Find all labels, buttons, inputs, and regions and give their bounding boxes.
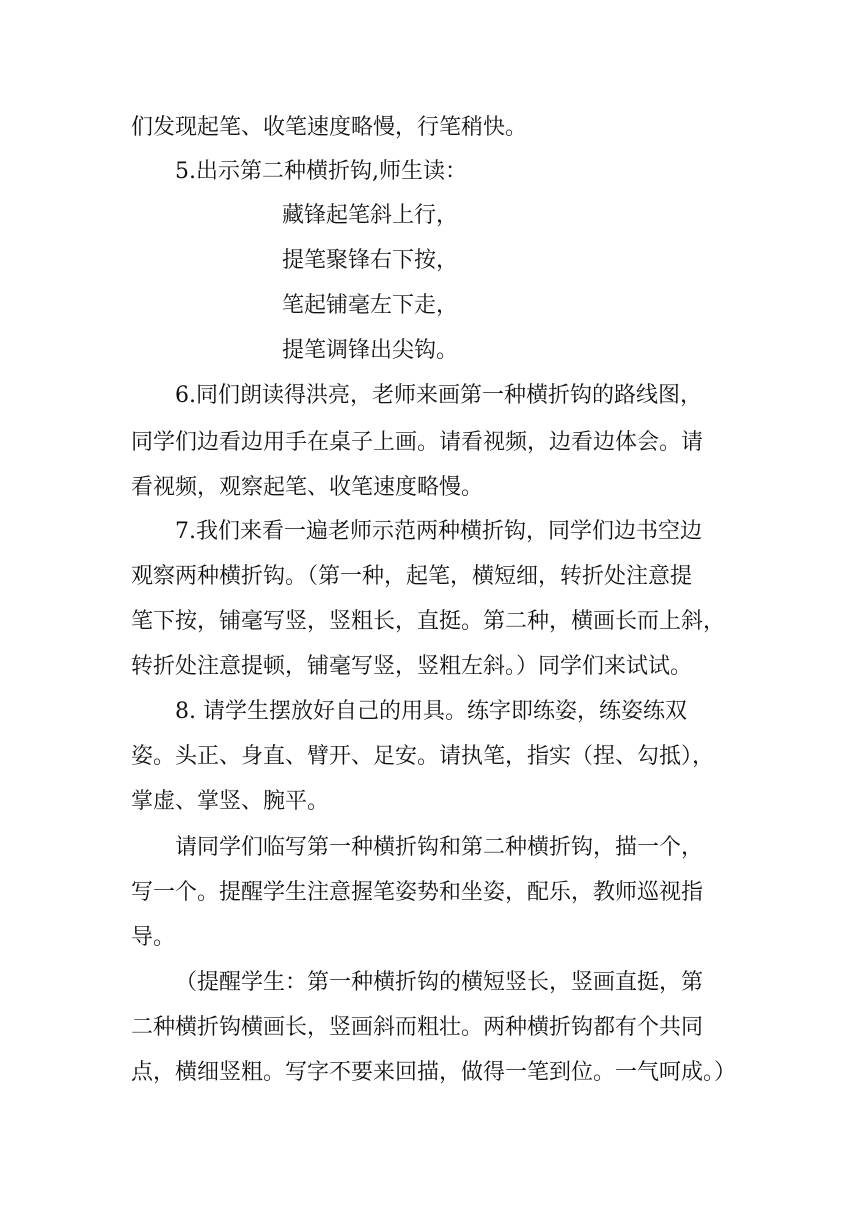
text-line: 6.同们朗读得洪亮，老师来画第一种横折钩的路线图， bbox=[175, 383, 702, 408]
text-line: 二种横折钩横画长，竖画斜而粗壮。两种横折钩都有个共同 bbox=[131, 1015, 704, 1040]
text-line: 姿。头正、身直、臂开、足安。请执笔，指实（捏、勾抵）， bbox=[131, 744, 715, 769]
text-line: 提笔调锋出尖钩。 bbox=[282, 338, 459, 363]
text-line: 藏锋起笔斜上行， bbox=[282, 203, 459, 228]
text-line: 笔起铺毫左下走， bbox=[282, 293, 459, 318]
text-line: （提醒学生：第一种横折钩的横短竖长，竖画直挺，第 bbox=[175, 970, 704, 995]
text-line: 8. 请学生摆放好自己的用具。练字即练姿，练姿练双 bbox=[175, 699, 687, 724]
text-line: 笔下按，铺毫写竖，竖粗长，直挺。第二种，横画长而上斜， bbox=[131, 609, 726, 634]
text-line: 5.出示第二种横折钩,师生读： bbox=[175, 159, 467, 184]
text-line: 提笔聚锋右下按， bbox=[282, 248, 459, 273]
text-line: 掌虚、掌竖、腕平。 bbox=[131, 789, 330, 814]
text-line: 7.我们来看一遍老师示范两种横折钩，同学们边书空边 bbox=[175, 519, 702, 544]
text-line: 点，横细竖粗。写字不要来回描，做得一笔到位。一气呵成。） bbox=[131, 1060, 737, 1085]
text-line: 写一个。提醒学生注意握笔姿势和坐姿，配乐，教师巡视指 bbox=[131, 880, 704, 905]
text-line: 转折处注意提顿，铺毫写竖，竖粗左斜。）同学们来试试。 bbox=[131, 654, 693, 679]
text-line: 同学们边看边用手在桌子上画。请看视频，边看边体会。请 bbox=[131, 430, 704, 455]
text-line: 导。 bbox=[131, 925, 176, 950]
text-line: 请同学们临写第一种横折钩和第二种横折钩，描一个， bbox=[175, 835, 704, 860]
text-line: 们发现起笔、收笔速度略慢，行笔稍快。 bbox=[131, 115, 528, 140]
text-line: 看视频，观察起笔、收笔速度略慢。 bbox=[131, 475, 484, 500]
text-line: 观察两种横折钩。（第一种，起笔，横短细，转折处注意提 bbox=[131, 564, 693, 589]
